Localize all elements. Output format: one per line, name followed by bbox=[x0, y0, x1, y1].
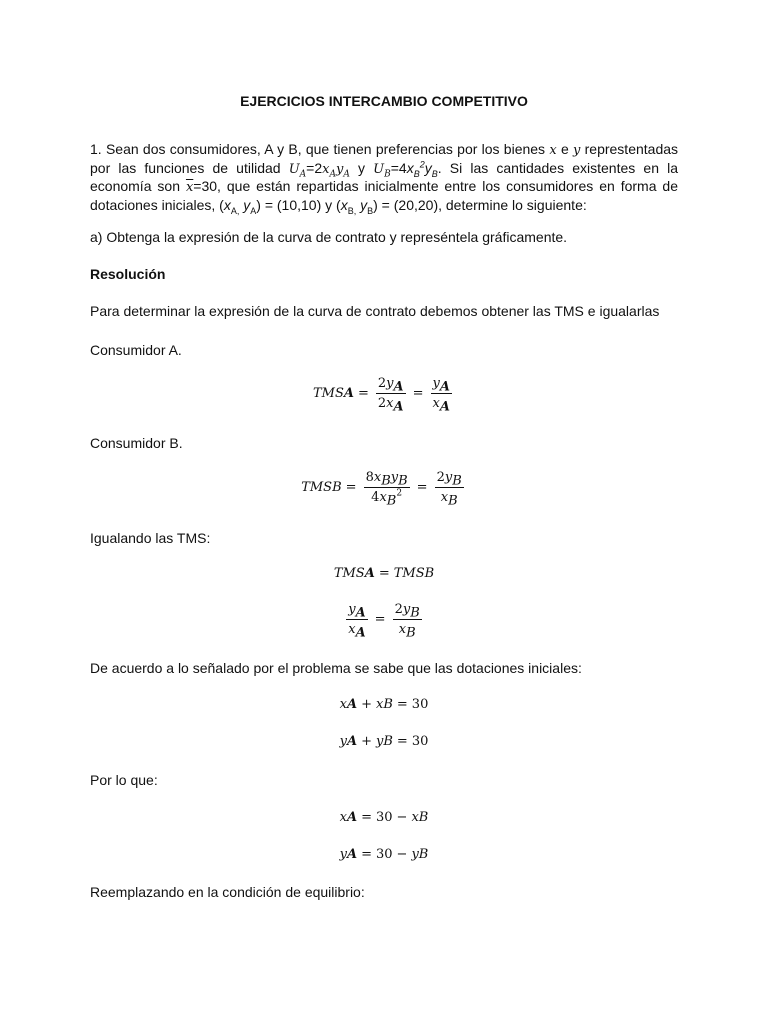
problem-statement: 1. Sean dos consumidores, A y B, que tienen preferencias por los bienes x e y represtentadas por las funciones de utilidad $U_A=2x_Ay_A$ y $U_B=4x_B^2y_B$. Si las cantidades existentes en la economía son $\overline{x}=30$, que están repartidas inicialmente entre los consumidores en forma de dotaciones iniciales, ($x_{A,}$ $y_A) = (10,10)$ y ($x_{B,}$ $y_B) = (20,20)$, determine lo siguiente: bbox=[90, 141, 679, 216]
equation-y-endowment: y A + y B = 30 bbox=[339, 733, 429, 749]
equation-tms-equality: TMS A = TMS B bbox=[333, 565, 435, 581]
equation-tms-a: TMS A = $\frac{2y_A}{2x_A}$ = $\frac{y_A}{x_A}$ bbox=[313, 376, 450, 415]
part-a-question: a) Obtenga la expresión de la curva de contrato y represéntela gráficamente. bbox=[90, 229, 568, 245]
consumer-b-label: Consumidor B. bbox=[90, 435, 183, 451]
equation-tms-b: TMS B = $\frac{8x_By_B}{4x_B^2}$ = $\frac{2y_B}{x_B}$ bbox=[301, 470, 462, 509]
replacing-label: Reemplazando en la condición de equilibrio: bbox=[90, 884, 365, 900]
equation-y-a: y A = 30 − y B bbox=[339, 846, 429, 862]
endowments-label: De acuerdo a lo señalado por el problema se sabe que las dotaciones iniciales: bbox=[90, 660, 582, 676]
equation-ratio-equality: $\frac{y_A}{x_A}$ = $\frac{2y_B}{x_B}$ bbox=[348, 602, 420, 641]
page-title: EJERCICIOS INTERCAMBIO COMPETITIVO bbox=[240, 93, 528, 109]
consumer-a-label: Consumidor A. bbox=[90, 342, 182, 358]
therefore-label: Por lo que: bbox=[90, 772, 158, 788]
intro-paragraph: Para determinar la expresión de la curva de contrato debemos obtener las TMS e igualarlas bbox=[90, 303, 660, 319]
equation-x-endowment: x A + x B = 30 bbox=[339, 696, 429, 712]
resolution-heading: Resolución bbox=[90, 266, 166, 282]
equation-x-a: x A = 30 − x B bbox=[339, 809, 429, 825]
equalizing-label: Igualando las TMS: bbox=[90, 530, 211, 546]
